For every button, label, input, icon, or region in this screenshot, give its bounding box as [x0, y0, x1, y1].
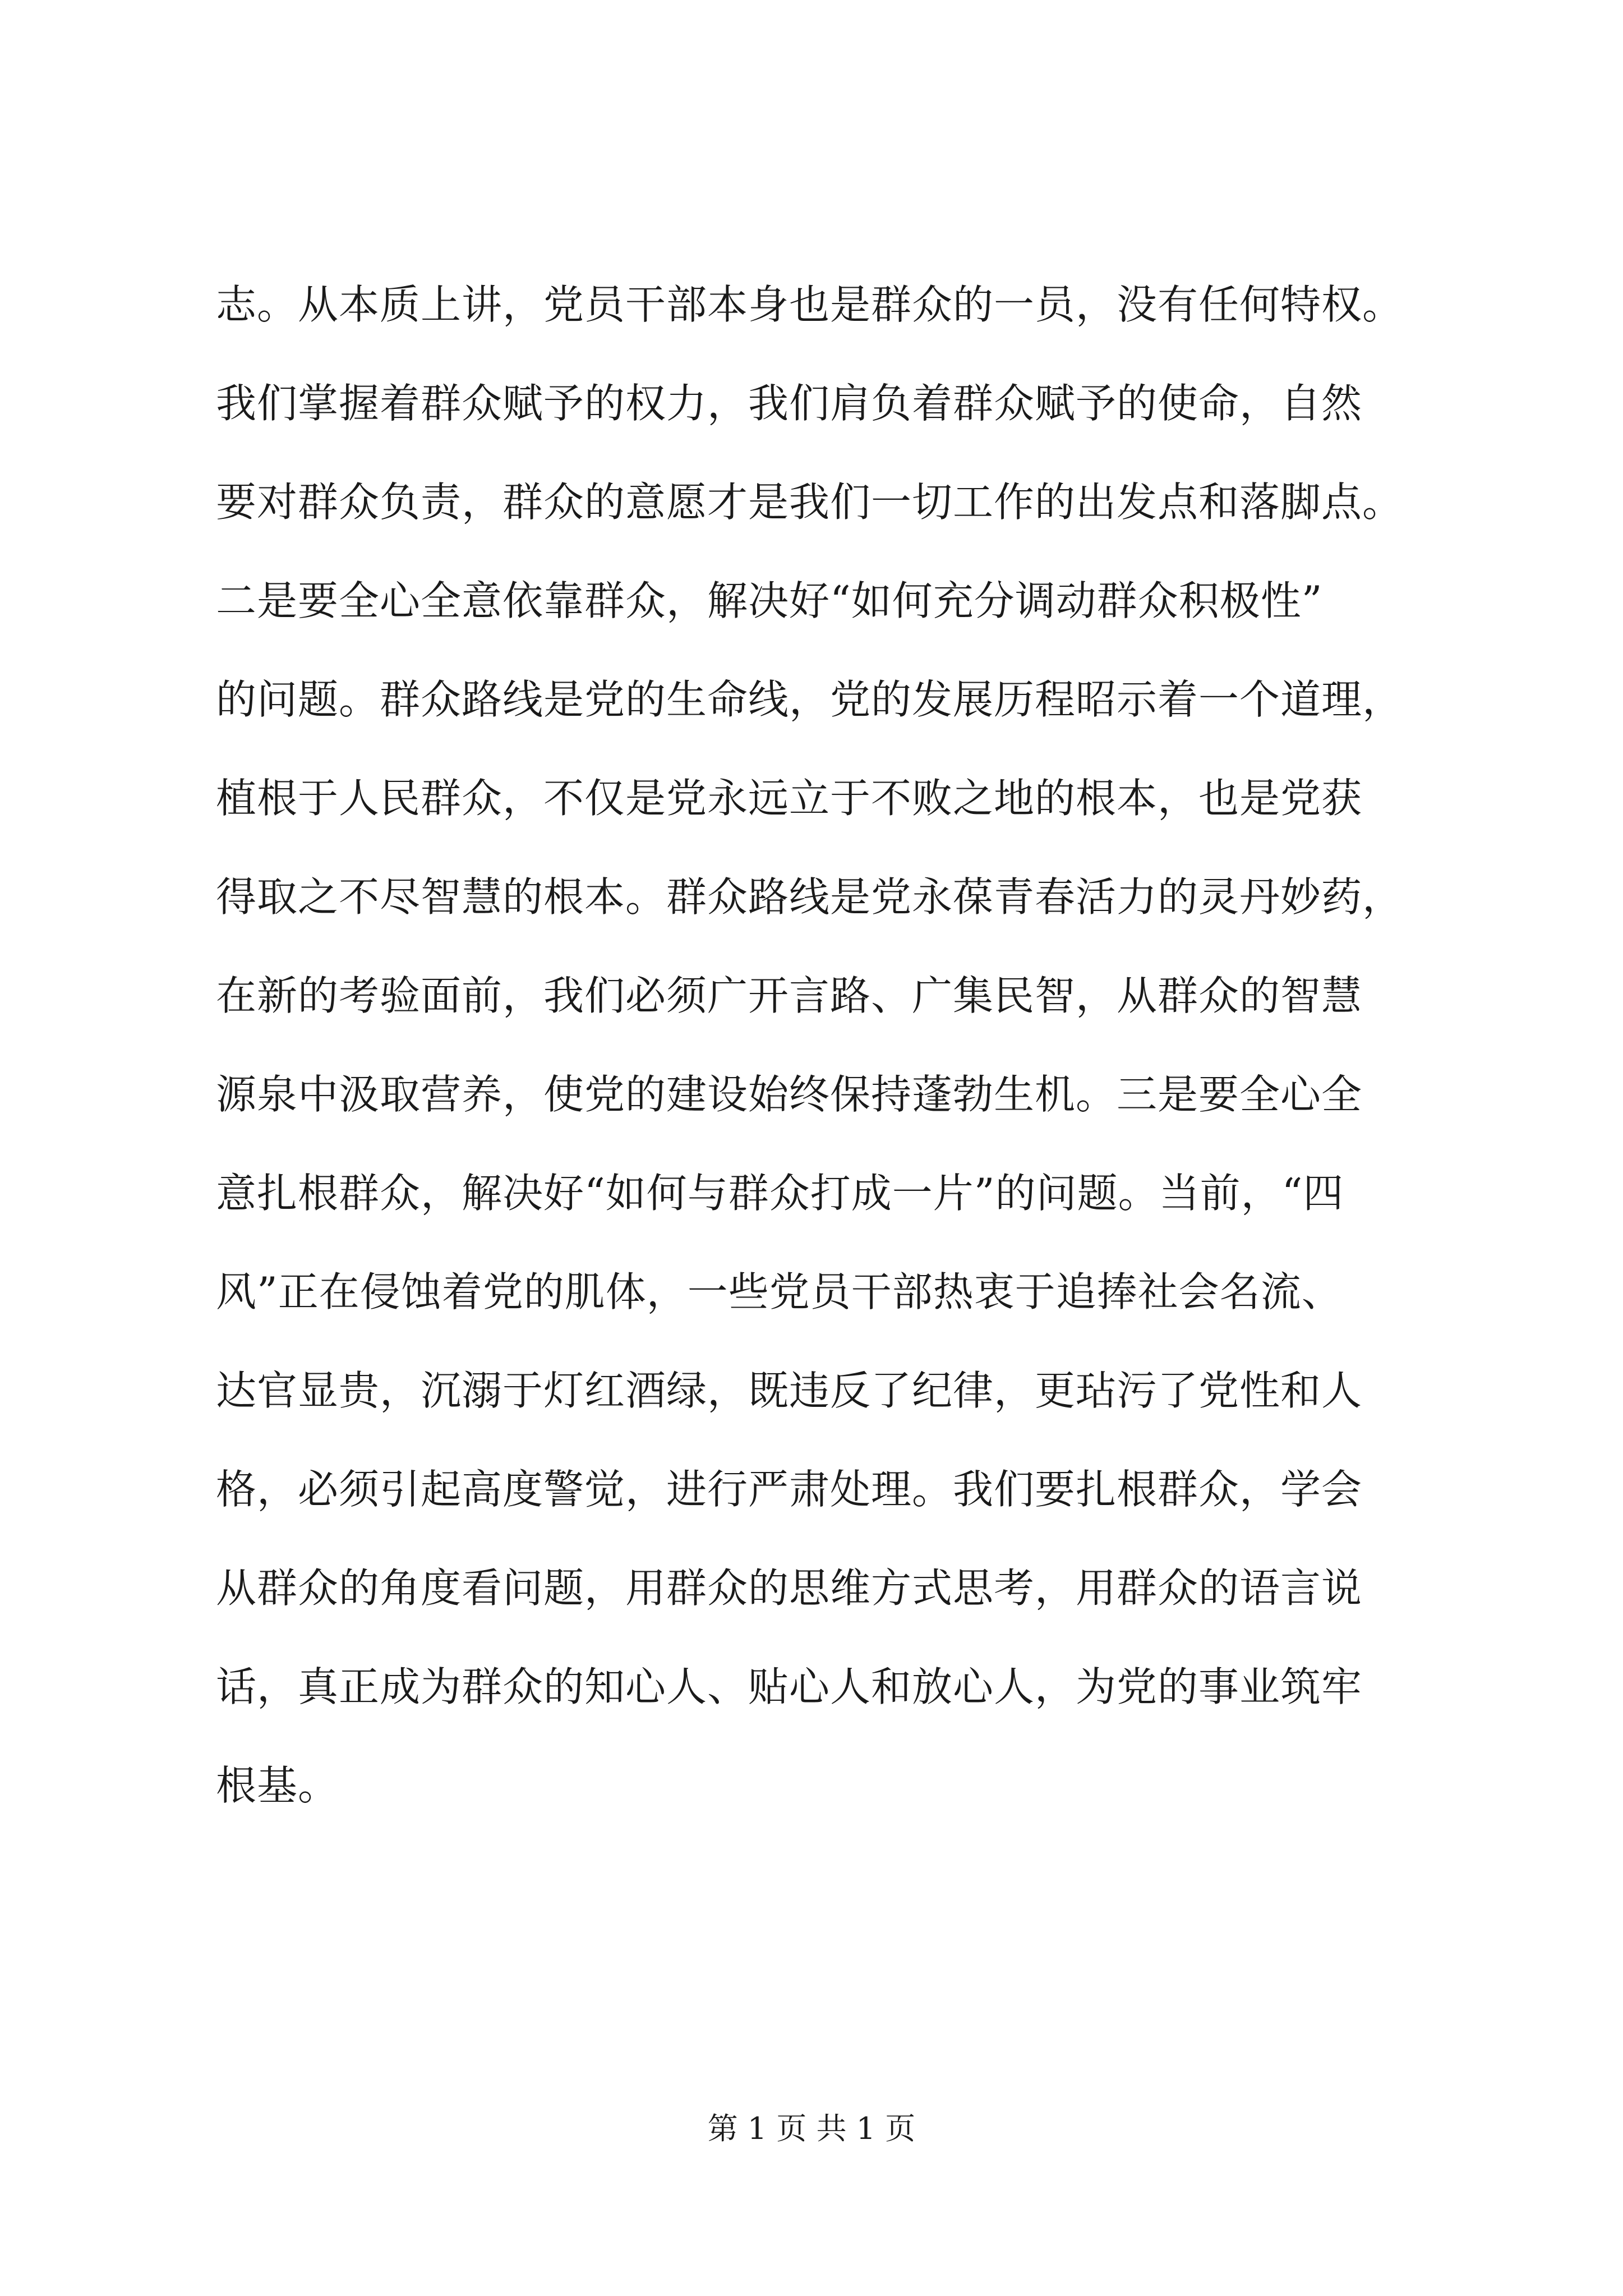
- text-line: 从群众的角度看问题，用群众的思维方式思考，用群众的语言说: [216, 1565, 1363, 1612]
- text-line: 的问题。群众路线是党的生命线，党的发展历程昭示着一个道理，: [216, 676, 1404, 723]
- text-line: 根基。: [216, 1762, 339, 1809]
- text-line: 在新的考验面前，我们必须广开言路、广集民智，从群众的智慧: [216, 972, 1363, 1019]
- text-line: 二是要全心全意依靠群众，解决好“如何充分调动群众积极性”: [216, 577, 1323, 624]
- text-line: 源泉中汲取营养，使党的建设始终保持蓬勃生机。三是要全心全: [216, 1071, 1363, 1118]
- text-line: 植根于人民群众，不仅是党永远立于不败之地的根本，也是党获: [216, 775, 1363, 822]
- text-line: 达官显贵，沉溺于灯红酒绿，既违反了纪律，更玷污了党性和人: [216, 1367, 1363, 1414]
- page-number-footer: 第 1 页 共 1 页: [707, 2111, 916, 2146]
- text-line: 我们掌握着群众赋予的权力，我们肩负着群众赋予的使命，自然: [216, 380, 1363, 427]
- text-line: 风”正在侵蚀着党的肌体，一些党员干部热衷于追捧社会名流、: [216, 1268, 1343, 1315]
- text-line: 话，真正成为群众的知心人、贴心人和放心人，为党的事业筑牢: [216, 1663, 1363, 1710]
- text-line: 得取之不尽智慧的根本。群众路线是党永葆青春活力的灵丹妙药，: [216, 873, 1404, 921]
- body-paragraph: [216, 255, 1416, 1835]
- text-line: 意扎根群众，解决好“如何与群众打成一片”的问题。当前，“四: [216, 1170, 1344, 1217]
- text-line: 要对群众负责，群众的意愿才是我们一切工作的出发点和落脚点。: [216, 478, 1404, 526]
- text-line: 志。从本质上讲，党员干部本身也是群众的一员，没有任何特权。: [216, 281, 1404, 328]
- text-line: 格，必须引起高度警觉，进行严肃处理。我们要扎根群众，学会: [216, 1466, 1363, 1513]
